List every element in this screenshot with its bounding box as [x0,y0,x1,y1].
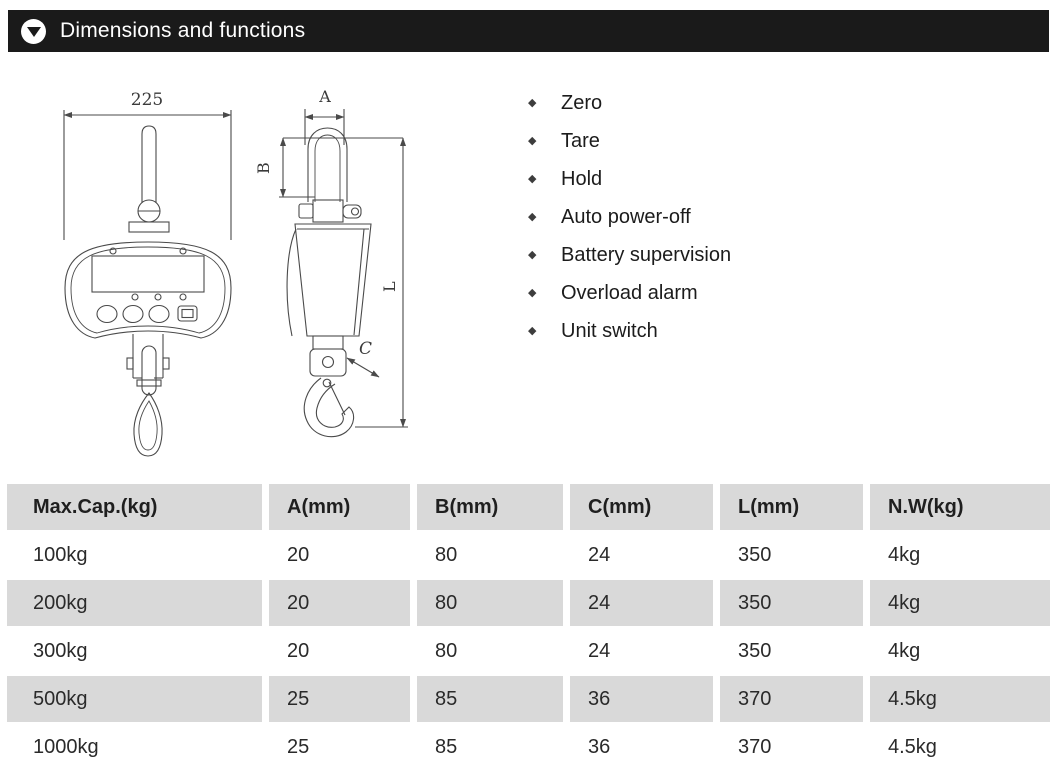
cell-c: 24 [570,532,713,578]
feature-list [528,84,731,350]
dim-a-label: A [319,88,331,106]
feature-label: Auto power-off [561,205,691,228]
col-header-l: L(mm) [720,484,863,530]
feature-item [528,274,731,312]
cell-nw: 4kg [870,580,1050,626]
front-view-svg [45,88,245,468]
cell-a: 25 [269,676,410,722]
col-header-a: A(mm) [269,484,410,530]
feature-item [528,84,731,122]
down-triangle-icon [27,27,41,37]
feature-label: Zero [561,91,603,114]
cell-l: 350 [720,580,863,626]
col-header-b: B(mm) [417,484,563,530]
cell-c: 36 [570,724,713,770]
feature-item [528,236,731,274]
diamond-bullet-icon: ◆ [528,134,537,147]
cell-maxcap: 1000kg [7,724,262,770]
feature-label: Hold [561,167,603,190]
front-width-dimension-label: 225 [130,90,164,110]
cell-a: 20 [269,628,410,674]
diamond-bullet-icon: ◆ [528,172,537,185]
round-button [149,306,169,323]
feature-item [528,198,731,236]
feature-item [528,312,731,350]
cell-maxcap: 100kg [7,532,262,578]
dim-c-label: C [359,339,373,359]
collapse-triangle-icon[interactable] [21,19,46,44]
cell-b: 85 [417,676,563,722]
table-row [7,532,1050,578]
square-button [178,306,197,321]
col-header-maxcap: Max.Cap.(kg) [7,484,262,530]
cell-a: 20 [269,532,410,578]
cell-a: 20 [269,580,410,626]
cell-nw: 4.5kg [870,676,1050,722]
crane-scale-side-view-drawing [255,88,435,473]
cell-l: 350 [720,532,863,578]
diamond-bullet-icon: ◆ [528,96,537,109]
cell-b: 80 [417,580,563,626]
cell-b: 80 [417,628,563,674]
feature-label: Overload alarm [561,281,698,304]
table-row [7,580,1050,626]
cell-maxcap: 300kg [7,628,262,674]
diamond-bullet-icon: ◆ [528,324,537,337]
cell-l: 370 [720,724,863,770]
side-view-svg [255,88,435,468]
shackle-bar [142,126,156,203]
shackle-side [308,128,347,202]
section-header-bar[interactable] [8,10,1049,52]
cell-c: 36 [570,676,713,722]
cell-b: 85 [417,724,563,770]
cell-nw: 4.5kg [870,724,1050,770]
cell-nw: 4kg [870,532,1050,578]
cell-c: 24 [570,628,713,674]
diamond-bullet-icon: ◆ [528,248,537,261]
table-header-row [7,484,1050,530]
cell-maxcap: 200kg [7,580,262,626]
dim-b-label: B [255,162,273,174]
table-row [7,628,1050,674]
feature-label: Tare [561,129,600,152]
diamond-bullet-icon: ◆ [528,210,537,223]
spec-table [0,482,1057,772]
col-header-nw: N.W(kg) [870,484,1050,530]
feature-label: Battery supervision [561,243,732,266]
crane-scale-front-view-drawing [45,88,245,473]
section-title: Dimensions and functions [60,19,306,42]
dim-l-label: L [380,281,399,292]
cell-l: 350 [720,628,863,674]
display-window [92,256,204,292]
round-button [123,306,143,323]
feature-item [528,160,731,198]
feature-label: Unit switch [561,319,658,342]
cell-nw: 4kg [870,628,1050,674]
round-button [97,306,117,323]
cell-c: 24 [570,580,713,626]
diamond-bullet-icon: ◆ [528,286,537,299]
cell-b: 80 [417,532,563,578]
cell-a: 25 [269,724,410,770]
cell-l: 370 [720,676,863,722]
table-row [7,676,1050,722]
table-row [7,724,1050,770]
feature-item [528,122,731,160]
col-header-c: C(mm) [570,484,713,530]
cell-maxcap: 500kg [7,676,262,722]
